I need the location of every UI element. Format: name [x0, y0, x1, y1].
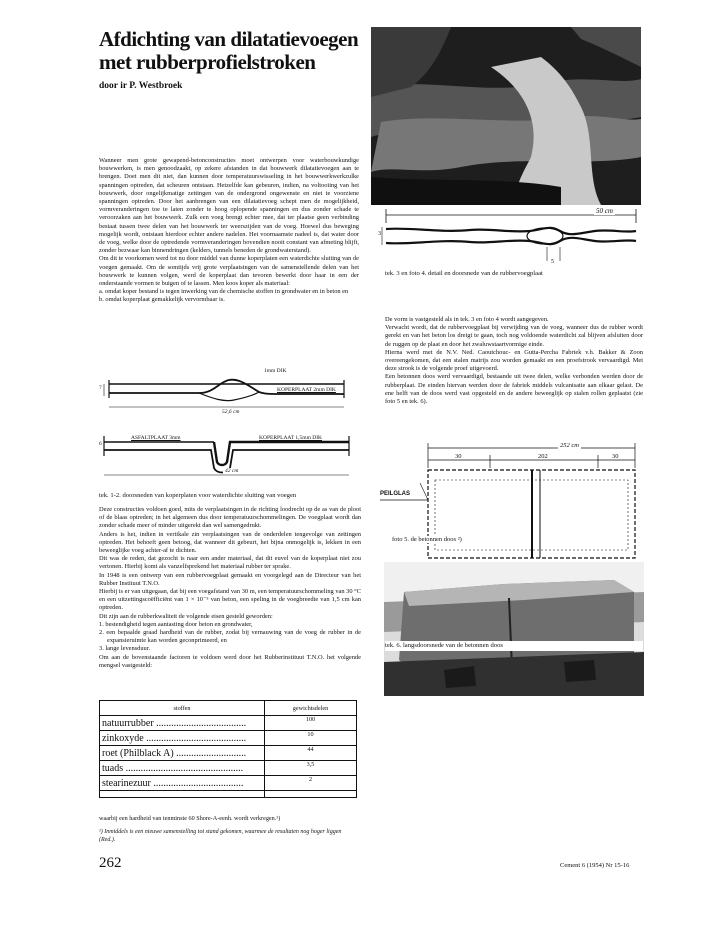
list-item: 2. een bepaalde graad hardheid van de rubber, zodat bij vernauwing van de voeg de rubber in de expansieruimte kan worden geconprimeerd, en	[99, 629, 361, 645]
tek-1-plate-label: KOPERPLAAT 2mm DIK	[277, 387, 336, 393]
tek-1-height-label: 7	[99, 385, 102, 391]
table-cell: stearinezuur ....................................	[100, 776, 265, 791]
table-row	[100, 776, 357, 791]
paragraph: Om dit te voorkomen werd tot nu door middel van dunne koperplaten een waterdichte sluiting van de voegen gemaakt. Om de somtijds vrij grote verplaatsingen van de samenstellende delen van het bouwwerk te kunnen volgen, werd de koperplaat dan tevoren bewerkt door haar in een der onderstaande vormen te buigen of te lassen. Men koos koper als materiaal:	[99, 255, 359, 288]
tek-6-total-dim: 252 cm	[560, 442, 579, 449]
table-header: stoffen	[100, 701, 265, 716]
paragraph: Dit was de reden, dat gezocht is naar een ander materiaal, dat dit euvel van de koperplaat niet zou vertonen. Hierbij komt als vanzelfsprekend het materiaal rubber ter sprake.	[99, 555, 361, 571]
drawing-tek-6	[380, 438, 646, 562]
table-row	[100, 761, 357, 776]
tek-1-dim-label: 52,6 cm	[222, 409, 240, 415]
right-column-text	[385, 316, 643, 406]
body-text-continued	[99, 506, 361, 670]
title-line-1: Afdichting van dilatatievoegen	[99, 27, 359, 51]
drawing-tek-1-2	[99, 364, 361, 480]
list-item: b. omdat koperplaat gemakkelijk vervormbaar is.	[99, 296, 225, 304]
table-row	[100, 731, 357, 746]
journal-reference: Cement 6 (1954) Nr 15-16	[560, 862, 630, 869]
table-cell: 100	[265, 716, 357, 731]
paragraph: Een betonnen doos werd vervaardigd, bestaande uit twee delen, welke verbonden werden door de rubberplaat. De einden hiervan werden door de fabriek middels vulcanisatie aan elkaar gelast. De ene helft van de doos werd vast opgesteld en de andere beweeglijk op stalen rollen geplaatst (zie foto 5 en tek. 6).	[385, 373, 643, 406]
tek-6-mid-dim: 202	[538, 453, 548, 460]
composition-table	[99, 700, 357, 798]
list-item: a. omdat koper bestand is tegen inwerking van de chemische stoffen in grondwater en in beton en	[99, 288, 349, 296]
drawing-tek-3	[380, 203, 642, 269]
tek-2-dim-label: 42 cm	[225, 468, 239, 474]
tek-6-peilglas-label: PEILGLAS	[380, 491, 411, 497]
paragraph: De vorm is vastgesteld als in tek. 3 en foto 4 wordt aangegeven.	[385, 316, 549, 323]
caption-tek-3: tek. 3 en foto 4. detail en doorsnede van de rubbervoegplaat	[385, 270, 543, 277]
table-header-row	[100, 701, 357, 716]
paragraph: Om aan de bovenstaande factoren te voldoen werd door het Rubberinstituut T.N.O. het volgende mengsel vastgesteld:	[99, 653, 361, 669]
author-line: door ir P. Westbroek	[99, 81, 183, 91]
paragraph: Anders is het, indien in vertikale zin verplaatsingen van de onderdelen tengevolge van zettingen optreden. Het behoeft geen betoog, dat wanneer dit gebeurt, het bijna onmogelijk is, lekken in een beweeglijke voeg achter-af te dichten.	[99, 530, 361, 555]
table-row	[100, 746, 357, 761]
footnote: ¹) Inmiddels is een nieuwe samenstelling tot stand gekomen, waarmee de resultaten nog hoger liggen (Red.).	[99, 829, 342, 843]
table-cell: zinkoxyde ........................................	[100, 731, 265, 746]
tek-6-right-dim: 30	[612, 453, 619, 460]
article-title	[99, 28, 359, 74]
table-row	[100, 716, 357, 731]
tek-3-width-label: 5	[551, 259, 554, 265]
tek-1-dik-label: 1mm DIK	[264, 368, 287, 374]
drawing-tek-1-2-graphic	[99, 364, 361, 480]
tek-2-plate-label: KOPERPLAAT 1,5mm DIK	[259, 435, 323, 441]
list-item: 3. lange levensduur.	[99, 645, 151, 653]
photo-rubber-strip	[371, 27, 641, 205]
title-line-2: met rubberprofielstroken	[99, 50, 316, 74]
tek-2-height-label: 6	[99, 441, 102, 447]
after-table-text: waarbij een hardheid van tenminste 60 Shore-A-eenh. wordt verkregen.¹)	[99, 815, 281, 822]
list-item: 1. bestendigheid tegen aantasting door beton en grondwater,	[99, 620, 253, 628]
intro-text	[99, 157, 359, 305]
photo-concrete-box	[384, 562, 644, 696]
table-cell: natuurrubber ....................................	[100, 716, 265, 731]
tek-3-dim-label: 50 cm	[596, 207, 613, 215]
paragraph: Wanneer men grote gewapend-betonconstructies moet ontwerpen voor waterbouwkundige bouwwerken, is men genoodzaakt, op zekere afstanden in dat bouwwerk dilatatievoegen aan te brengen. Doet men dit niet, dan kunnen door temperatuurswisseling in het bouwwerkwerkzulke spanningen optreden, dat scheuren ontstaan. Hetzelfde kan gebeuren, indien, na voltooiing van het bouwwerk, door ongelijkmatige zettingen van de ondergrond ongewenste en niet te voorziene spanningen optreden. Door het aanbrengen van een dilatatievoeg schept men de mogelijkheid, vormveranderingen toe te laten zonder te hoog oplopende spanningen en dus zonder schade te veroorzaken aan het bouwwerk. Zulk een voeg brengt echter mee, dat ter plaatse geen verbinding bestaat tussen twee delen van het bouwwerk ter weerszijden van de voeg. Hoewel dus beweging mogelijk wordt, ontstaan hierdoor echter andere nadelen. Het voornaamste nadeel is, dat water door de voeg, welke door de optredende vormveranderingen bovendien nooit constant van afmeting blijft, zonder bezwaar kan binnendringen (kelders, tunnels beneden de grondwaterstand).	[99, 157, 359, 255]
page-number: 262	[99, 855, 122, 871]
table-header: gewichtsdelen	[265, 701, 357, 716]
table-cell: 44	[265, 746, 357, 761]
photo-5-caption: foto 5. de betonnen doos ²)	[392, 536, 462, 543]
paragraph: Deze constructies voldoen goed, mits de verplaatsingen in de richting loodrecht op de as van de ploot of de blaas optreden; in het algemeen dus door temperatuurschommelingen. De voegplaat wordt dan zonder schade meer of minder uitgerekt dan wel samengedrukt.	[99, 506, 361, 530]
caption-tek-6: tek. 6. langsdoorsnede van de betonnen doos	[385, 641, 643, 651]
table-cell	[100, 791, 265, 798]
table-cell: 2	[265, 776, 357, 791]
photo-concrete-box-graphic	[384, 562, 644, 696]
table-cell: roet (Philblack A) ............................	[100, 746, 265, 761]
table-cell: 10	[265, 731, 357, 746]
tek-2-asf-label: ASFALTPLAAT 3mm	[131, 435, 181, 441]
table-row	[100, 791, 357, 798]
tek-3-height-label: 3	[378, 231, 381, 237]
tek-6-left-dim: 30	[455, 453, 462, 460]
drawing-tek-6-graphic	[380, 438, 646, 562]
caption-tek-1-2: tek. 1-2. doorsneden van koperplaten voor waterdichte sluiting van voegen	[99, 492, 297, 499]
paragraph: Dit zijn aan de rubberkwaliteit de volgende eisen gesteld geworden:	[99, 612, 273, 620]
table-cell	[265, 791, 357, 798]
photo-rubber-strip-graphic	[371, 27, 641, 205]
table-cell: tuads ...............................................	[100, 761, 265, 776]
paragraph: Hierbij is er van uitgegaan, dat bij een voegafstand van 30 m, een temperatuurschommeling van 30 °C en een uitzettingscoëfficiënt van 1 × 10⁻⁵ van beton, een speling in de voegbreedte van 1,5 cm kan optreden.	[99, 588, 361, 612]
paragraph: Verwacht wordt, dat de rubbervoegplaat bij verwijding van de voeg, wanneer dus de rubber wordt gerekt en van het beton los dreigt te gaan, toch nog voldoende waterdicht zal blijven afsluiten door de ruggen op de plaat en door het zwaluwstaartvormige einde.	[385, 324, 643, 348]
paragraph: Hierna werd met de N.V. Ned. Caoutchouc- en Gutta-Percha Fabriek v.h. Bakker & Zoon overeengekomen, dat een stalen matrijs zou worden gemaakt en een proefstrook vervaardigd. Met deze strook is de volgende proef uitgevoerd.	[385, 348, 643, 373]
table-cell: 3,5	[265, 761, 357, 776]
paragraph: In 1948 is een ontwerp van een rubbervoegplaat gemaakt en voorgelegd aan de Directeur van het Rubber Instituut T.N.O.	[99, 571, 361, 587]
